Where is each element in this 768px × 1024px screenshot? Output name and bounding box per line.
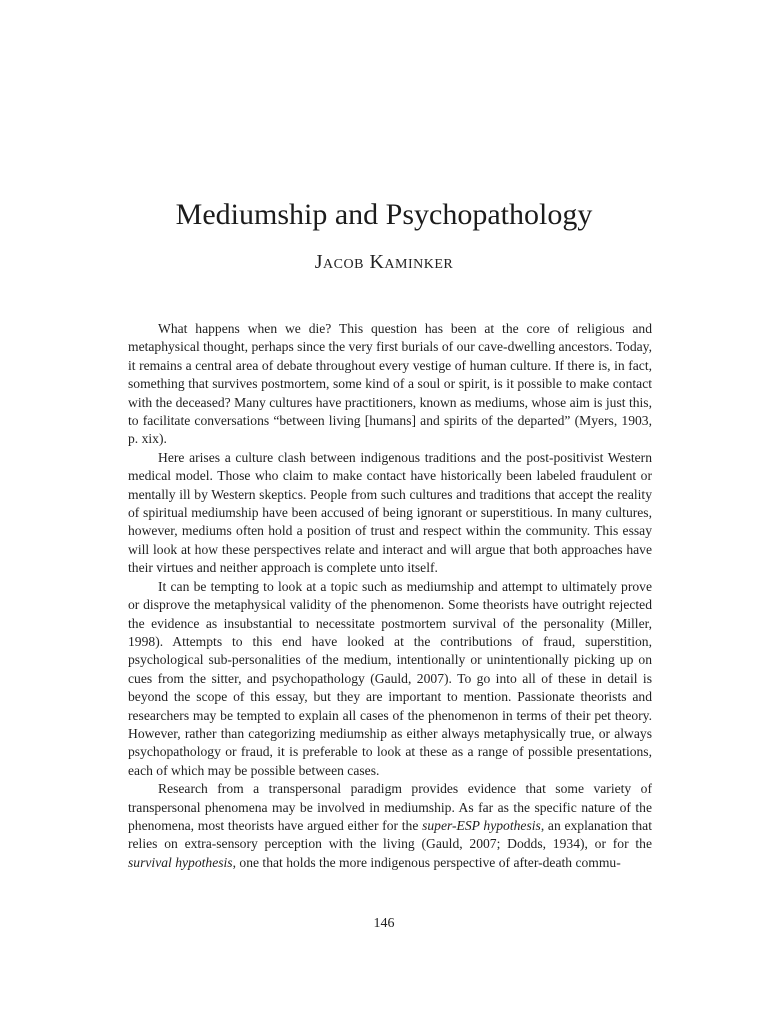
- paragraph-4-text-c: , one that holds the more indigenous perspective of after-death commu-: [232, 854, 621, 870]
- article-body: [128, 320, 652, 872]
- article-author: Jacob Kaminker: [314, 251, 454, 273]
- page-number: 146: [373, 916, 395, 931]
- survival-hypothesis-term: survival hypothesis: [128, 854, 233, 870]
- body-paragraph-3: It can be tempting to look at a topic such as mediumship and attempt to ultimately prove or disprove the metaphysical validity of the phenomenon. Some theorists have outright rejected the evidence as insubstantial to necessitate postmortem survival of the personality (Miller, 1998). Attempts to this end have looked at the contributions of fraud, superstition, psychological sub-personalities of the medium, intentionally or unintentionally picking up on cues from the sitter, and psychopathology (Gauld, 2007). To go into all of these in detail is beyond the scope of this essay, but they are important to mention. Passionate theorists and researchers may be tempted to explain all cases of the phenomenon in terms of their pet theory. However, rather than categorizing mediumship as either always metaphysically true, or always psychopathology or fraud, it is preferable to look at these as a range of possible presentations, each of which may be possible between cases.: [128, 578, 652, 778]
- body-paragraph-2: Here arises a culture clash between indigenous traditions and the post-positivist Western medical model. Those who claim to make contact have historically been labeled fraudulent or mentally ill by Western skeptics. People from such cultures and traditions that accept the reality of spiritual mediumship have been accused of being ignorant or superstitious. In many cultures, however, mediums often hold a position of trust and respect within the community. This essay will look at how these perspectives relate and interact and will argue that both approaches have their virtues and neither approach is complete unto itself.: [128, 449, 652, 576]
- body-paragraph-4: [128, 780, 652, 872]
- super-esp-term: super-ESP hypothesis: [422, 817, 541, 833]
- article-title: Mediumship and Psychopathology: [175, 198, 593, 231]
- body-paragraph-1: What happens when we die? This question has been at the core of religious and metaphysical thought, perhaps since the very first burials of our cave-dwelling ancestors. Today, it remains a central area of debate throughout every vestige of human culture. If there is, in fact, something that survives postmortem, some kind of a soul or spirit, is it possible to make contact with the deceased? Many cultures have practitioners, known as mediums, whose aim is just this, to facilitate conversations “between living [humans] and spirits of the departed” (Myers, 1903, p. xix).: [128, 321, 652, 447]
- paragraph-4-text-b: , an explanation that relies on extra-sensory perception with the living (Gauld, 2007; Dodds, 1934), or for the: [128, 817, 652, 852]
- paragraph-4-text-a: Research from a transpersonal paradigm provides evidence that some variety of transpersonal phenomena may be involved in mediumship. As far as the specific nature of the phenomena, most theorists have argued either for the: [128, 781, 652, 833]
